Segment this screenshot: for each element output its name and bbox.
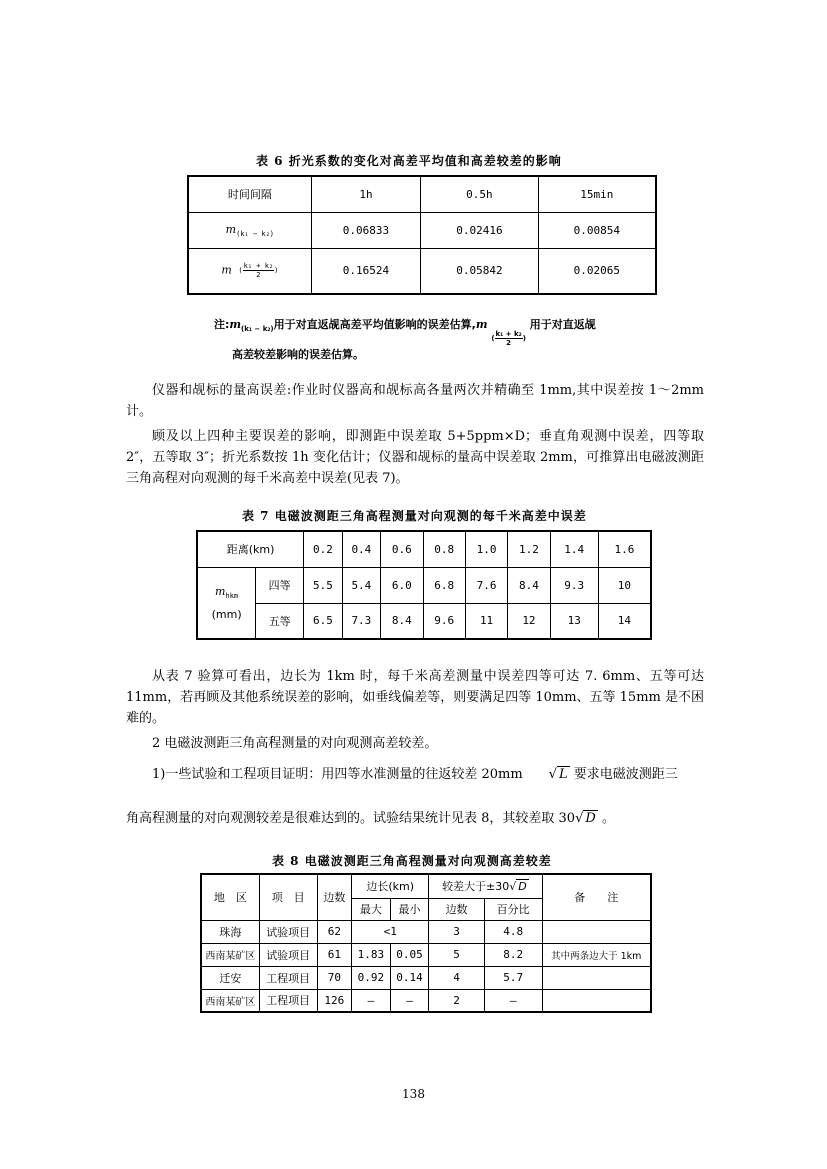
table7-distance: 1.4: [550, 531, 598, 567]
table8-header-diff: [429, 874, 542, 898]
table7-cell: 5.5: [304, 567, 342, 603]
table7-distance: 0.8: [423, 531, 465, 567]
table7-cell: 9.6: [423, 603, 465, 639]
table8-max: —: [352, 989, 391, 1012]
table8-max: 0.92: [352, 966, 391, 989]
text-run: 。: [601, 811, 615, 826]
text-run: 1)一些试验和工程项目证明：用四等水准测量的往返较差 20mm: [152, 767, 523, 782]
text-run: 较差大于±30: [442, 880, 510, 894]
table7-cell: 14: [598, 603, 651, 639]
table8-header-diff-count: 边数: [429, 898, 484, 920]
paragraph-p3: 从表 7 验算可看出，边长为 1km 时，每千米高差测量中误差四等可达 7. 6mm、五等可达 11mm，若再顾及其他系统误差的影响，如垂线偏差等，则要满足四等 10mm、五等 15mm 是不困难的。: [126, 669, 704, 726]
table8-percent: 4.8: [484, 920, 542, 943]
table6-header-cell: 时间间隔: [188, 176, 311, 212]
table6-cell: 0.02065: [538, 248, 656, 294]
table8-min: 0.05: [390, 943, 429, 966]
table8-header-count: 边数: [317, 874, 352, 920]
table7-cell: 8.4: [508, 567, 550, 603]
table7-cell: 10: [598, 567, 651, 603]
table8-min: 0.14: [390, 966, 429, 989]
table7-distance: 0.6: [381, 531, 423, 567]
table7-grade5-label: 五等: [256, 603, 304, 639]
table6-header-cell: 0.5h: [421, 176, 538, 212]
note-prefix: 注:: [214, 318, 230, 331]
table8-max: <1: [352, 920, 429, 943]
table8-header-max: 最大: [352, 898, 391, 920]
table6-cell: 0.00854: [538, 212, 656, 248]
m-symbol: m: [475, 318, 488, 331]
table6-row2-label: [188, 248, 311, 294]
table8-note: 其中两条边大于 1km: [542, 943, 651, 966]
table7: [196, 530, 652, 640]
table7-m-label: [197, 567, 256, 639]
table8-percent: —: [484, 989, 542, 1012]
table8-diff-count: 5: [429, 943, 484, 966]
table8: [200, 873, 652, 1013]
table-row: [201, 920, 651, 943]
table8-header-min: 最小: [390, 898, 429, 920]
table8-count: 126: [317, 989, 352, 1012]
m-subscript: (k₁ − k₂): [241, 325, 274, 333]
table6-caption: 表 6 折光系数的变化对高差平均值和高差较差的影响: [256, 154, 562, 168]
table8-diff-count: 2: [429, 989, 484, 1012]
sqrt-expression: √ D: [575, 811, 596, 826]
table7-cell: 9.3: [550, 567, 598, 603]
table7-cell: 6.0: [381, 567, 423, 603]
sqrt-expression: √ L: [548, 767, 568, 782]
table7-cell: 5.4: [342, 567, 380, 603]
table8-percent: 5.7: [484, 966, 542, 989]
table8-project: 试验项目: [259, 943, 317, 966]
paragraph-p1: 仪器和觇标的量高误差:作业时仪器高和觇标高各量两次并精确至 1mm,其中误差按 1～2mm 计。: [126, 383, 704, 419]
fraction-numerator: k₁ + k₂: [243, 262, 274, 271]
table7-distance: 1.0: [465, 531, 507, 567]
fraction: ( $\frac{\text{k₁ + k₂}}{2}$ ): [491, 329, 526, 347]
fraction-numerator: k₁ + k₂: [495, 329, 522, 338]
table8-project: 工程项目: [259, 989, 317, 1012]
fraction-denominator: 2: [256, 271, 261, 280]
table8-count: 62: [317, 920, 352, 943]
table8-count: 70: [317, 966, 352, 989]
text-run: 角高程测量的对向观测较差是很难达到的。试验结果统计见表 8，其较差取 30: [126, 811, 576, 826]
table8-min: —: [390, 989, 429, 1012]
table8-header-length: 边长(km): [352, 874, 429, 898]
table8-region: 迁安: [201, 966, 259, 989]
m-symbol: m: [215, 584, 226, 598]
table6-header-cell: 1h: [311, 176, 421, 212]
table7-distance-label: 距离(km): [197, 531, 304, 567]
table8-diff-count: 3: [429, 920, 484, 943]
paragraph-p2: 顾及以上四种主要误差的影响，即测距中误差取 5+5ppm×D；垂直角观测中误差，四等取 2″，五等取 3″；折光系数按 1h 变化估计；仪器和觇标的量高中误差取 2mm，可推算出电磁波测距三角高程对向观测的每千米高差中误差(见表 7)。: [126, 429, 704, 486]
table8-region: 珠海: [201, 920, 259, 943]
table6-note-line2: 高差较差影响的误差估算。: [232, 348, 364, 361]
table8-region: 西南某矿区: [201, 989, 259, 1012]
table6-header-cell: 15min: [538, 176, 656, 212]
fraction: ( $\frac{\text{k₁ + k₂}}{2}$ ): [238, 262, 279, 280]
paragraph-p4: 2 电磁波测距三角高程测量的对向观测高差较差。: [152, 736, 438, 751]
table6-cell: 0.16524: [311, 248, 421, 294]
table7-cell: 6.5: [304, 603, 342, 639]
radicand: L: [558, 767, 568, 782]
m-subscript: (k₁ − k₂): [236, 229, 275, 238]
radicand: D: [518, 880, 527, 894]
table7-caption: 表 7 电磁波测距三角高程测量对向观测的每千米高差中误差: [242, 509, 587, 523]
table8-note: [542, 966, 651, 989]
unit-label: (mm): [211, 607, 242, 621]
paragraph-p5: [126, 764, 704, 785]
table6-cell: 0.06833: [311, 212, 421, 248]
text-run: 要求电磁波测距三: [573, 767, 678, 782]
table7-cell: 7.6: [465, 567, 507, 603]
m-symbol: m: [229, 318, 242, 331]
paragraph-p6: [126, 808, 704, 829]
table8-header-region: 地 区: [201, 874, 259, 920]
table8-diff-count: 4: [429, 966, 484, 989]
table6-note-line1: [214, 316, 596, 347]
table-row: [201, 943, 651, 966]
table7-grade4-label: 四等: [256, 567, 304, 603]
table7-distance: 0.4: [342, 531, 380, 567]
table7-distance: 1.6: [598, 531, 651, 567]
table8-project: 试验项目: [259, 920, 317, 943]
table7-cell: 11: [465, 603, 507, 639]
m-symbol: m: [221, 263, 232, 277]
sqrt-expression: √ D: [509, 880, 527, 894]
table8-header-percent: 百分比: [484, 898, 542, 920]
table-row: [201, 989, 651, 1012]
table8-note: [542, 920, 651, 943]
note-text: 用于对直返觇高差平均值影响的误差估算,: [273, 318, 476, 331]
table7-distance: 1.2: [508, 531, 550, 567]
table6-cell: 0.02416: [421, 212, 538, 248]
table6: [187, 175, 657, 295]
table8-percent: 8.2: [484, 943, 542, 966]
table8-region: 西南某矿区: [201, 943, 259, 966]
table6-row1-label: [188, 212, 311, 248]
table7-cell: 8.4: [381, 603, 423, 639]
table8-header-note: 备 注: [542, 874, 651, 920]
fraction-denominator: 2: [506, 338, 512, 347]
table8-max: 1.83: [352, 943, 391, 966]
table7-cell: 6.8: [423, 567, 465, 603]
radicand: D: [585, 811, 596, 826]
table7-cell: 7.3: [342, 603, 380, 639]
table8-project: 工程项目: [259, 966, 317, 989]
table8-count: 61: [317, 943, 352, 966]
note-text: 用于对直返觇: [529, 318, 596, 331]
table7-cell: 13: [550, 603, 598, 639]
table8-note: [542, 989, 651, 1012]
table6-cell: 0.05842: [421, 248, 538, 294]
m-symbol: m: [225, 222, 237, 236]
page-number: 138: [402, 1087, 425, 1101]
table8-header-project: 项 目: [259, 874, 317, 920]
m-subscript: hkm: [225, 591, 239, 600]
table7-cell: 12: [508, 603, 550, 639]
table7-distance: 0.2: [304, 531, 342, 567]
table8-caption: 表 8 电磁波测距三角高程测量对向观测高差较差: [272, 854, 552, 868]
table-row: [201, 966, 651, 989]
